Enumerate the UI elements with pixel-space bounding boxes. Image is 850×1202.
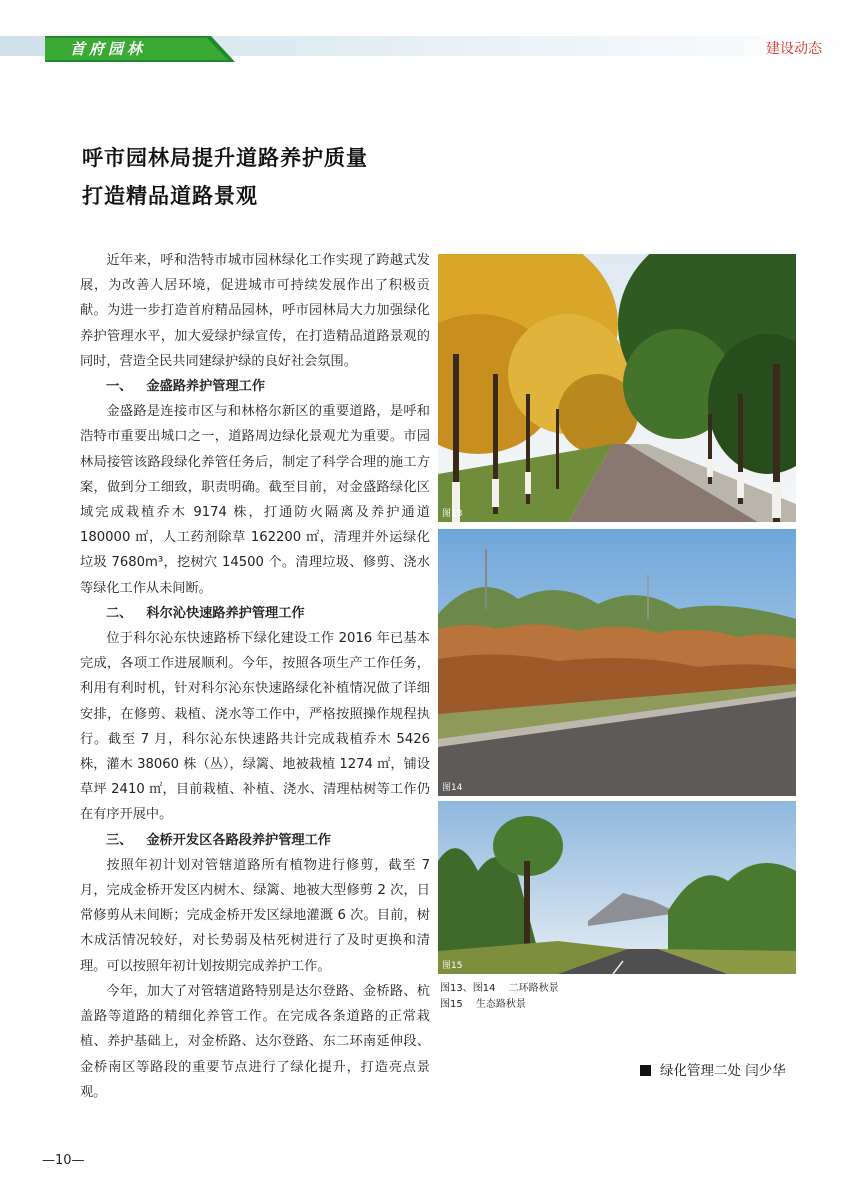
section-number-3: 三、	[106, 832, 133, 848]
article-title-line1: 呼市园林局提升道路养护质量	[82, 146, 368, 170]
figure-caption-2: 图15 生态路秋景	[440, 999, 526, 1010]
section-paragraph-3: 按照年初计划对管辖道路所有植物进行修剪，截至 7 月，完成金桥开发区内树木、绿篱、地被大型修剪 2 次，日常修剪从未间断；完成金桥开发区绿地灌溉 6 次。目前，树木成活情况较好，对长势弱及枯死树进行了及时更换和清理。可以按照年初计划按期完成养护工作。	[80, 857, 430, 974]
section-title-2: 科尔沁快速路养护管理工作	[146, 605, 305, 621]
section-heading-1	[80, 374, 430, 399]
photo-fig14-hedge-road	[438, 529, 796, 796]
section-heading-3	[80, 828, 430, 853]
photo-fig15-ecological-road	[438, 801, 796, 974]
section-paragraph-2: 位于科尔沁东快速路桥下绿化建设工作 2016 年已基本完成，各项工作进展顺利。今年，按照各项生产工作任务，利用有利时机，针对科尔沁东快速路绿化补植情况做了详细安排，在修剪、栽植、浇水等工作中，严格按照操作规程执行。截至 7 月，科尔沁东快速路共计完成栽植乔木 5426 株，灌木 38060 株（丛），绿篱、地被栽植 1274 ㎡，铺设草坪 2410 ㎡，目前栽植、补植、浇水、清理枯树等工作仍在有序开展中。	[80, 631, 430, 823]
author-credit	[640, 1059, 786, 1079]
section-heading-2	[80, 601, 430, 626]
article-body	[80, 248, 430, 1105]
magazine-logo-text: 首府园林	[70, 40, 147, 58]
section-tag: 建设动态	[766, 41, 822, 57]
section-number-2: 二、	[106, 605, 133, 621]
square-bullet-icon	[640, 1065, 651, 1076]
author-name: 绿化管理二处 闫少华	[660, 1063, 786, 1079]
section-title-1: 金盛路养护管理工作	[146, 379, 266, 395]
fig15-label: 图15	[442, 961, 463, 971]
fig14-label: 图14	[442, 783, 463, 793]
figure-caption-1: 图13、图14 二环路秋景	[440, 983, 559, 994]
fig13-label: 图13	[442, 509, 463, 519]
section-title-3: 金桥开发区各路段养护管理工作	[146, 832, 331, 848]
article-title-line2: 打造精品道路景观	[82, 184, 258, 208]
intro-paragraph: 近年来，呼和浩特市城市园林绿化工作实现了跨越式发展，为改善人居环境，促进城市可持续发展作出了积极贡献。为进一步打造首府精品园林，呼市园林局大力加强绿化养护管理水平，加大爱绿护绿宣传，在打造精品道路景观的同时，营造全民共同建绿护绿的良好社会氛围。	[80, 253, 430, 369]
photo-fig13-autumn-avenue	[438, 254, 796, 522]
section-number-1: 一、	[106, 379, 133, 395]
closing-paragraph: 今年，加大了对管辖道路特别是达尔登路、金桥路、杭盖路等道路的精细化养管工作。在完成各条道路的正常栽植、养护基础上，对金桥路、达尔登路、东二环南延伸段、金桥南区等路段的重要节点进行了绿化提升，打造亮点景观。	[80, 983, 430, 1100]
page-number: —10—	[42, 1153, 85, 1168]
section-paragraph-1: 金盛路是连接市区与和林格尔新区的重要道路，是呼和浩特市重要出城口之一，道路周边绿化景观尤为重要。市园林局接管该路段绿化养管任务后，制定了科学合理的施工方案，做到分工细致，职责明确。截至目前，对金盛路绿化区域完成栽植乔木 9174 株，打通防火隔离及养护通道 180000 ㎡，人工药剂除草 162200 ㎡，清理并外运绿化垃圾 7680m³，挖树穴 14500 个。清理垃圾、修剪、浇水等绿化工作从未间断。	[80, 404, 430, 596]
